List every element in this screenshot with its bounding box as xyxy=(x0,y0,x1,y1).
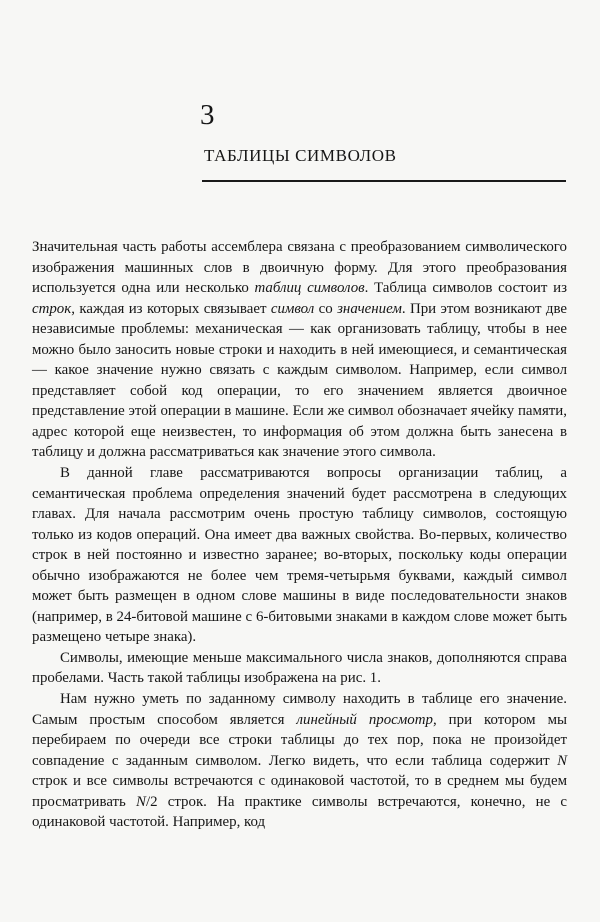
body-text xyxy=(32,237,567,833)
text-run: Нам нужно уметь по заданному символу находить в таблице его значение. Самым простым способом является xyxy=(32,691,567,728)
emphasis-term: символ xyxy=(270,300,315,317)
emphasis-term: значением xyxy=(337,300,402,317)
text-run: , при котором мы перебираем по очереди все строки таблицы до тех пор, пока не произойдет совпадение с заданным символом. Легко видеть, что если таблица содержит xyxy=(32,711,568,769)
text-run: . Таблица символов состоит из xyxy=(364,280,567,297)
chapter-number: 3 xyxy=(200,99,215,131)
emphasis-variable: N xyxy=(557,752,567,769)
emphasis-term: линейный просмотр xyxy=(296,711,433,728)
text-run: . При этом возникают две независимые проблемы: механическая — как организовать таблицу, чтобы в нее можно было заносить новые строки и находить в ней имеющиеся, и семантическая — какое значение нужно связать с каждым символом. Например, если символ представляет собой код операции, то его значением является двоичное представление этой операции в машине. Если же символ обозначает ячейку памяти, адрес которой еще неизвестен, то информация об этом должна быть занесена в таблицу и должна рассматриваться как значение этого символа. xyxy=(32,300,568,461)
emphasis-term: строк xyxy=(32,300,72,317)
text-run: со xyxy=(314,300,338,317)
paragraph-2: В данной главе рассматриваются вопросы организации таблиц, а семантическая проблема определения значений будет рассмотрена в следующих главах. Для начала рассмотрим очень простую таблицу символов, состоящую только из кодов операций. Она имеет два важных свойства. Во-первых, количество строк в ней постоянно и известно заранее; во-вторых, поскольку коды операции обычно изображаются не более чем тремя-четырьмя буквами, каждый символ может быть размещен в одном слове машины в виде последовательности знаков (например, в 24-битовой машине с 6-битовыми знаками в каждом слове может быть размещено четыре знака). xyxy=(32,465,567,646)
emphasis-term: таблиц символов xyxy=(254,280,365,297)
text-run: /2 строк. На практике символы встречаются, конечно, не с одинаковой частотой. Например, код xyxy=(32,793,567,831)
text-run: строк и все символы встречаются с одинаковой частотой, то в среднем мы будем просматривать xyxy=(32,773,567,810)
chapter-title: ТАБЛИЦЫ СИМВОЛОВ xyxy=(204,146,397,165)
title-rule xyxy=(202,180,566,182)
paragraph-3: Символы, имеющие меньше максимального числа знаков, дополняются справа пробелами. Часть такой таблицы изображена на рис. 1. xyxy=(32,649,567,687)
text-run: , каждая из которых связывает xyxy=(71,300,271,317)
text-run: Значительная часть работы ассемблера связана с преобразованием символического изображения машинных слов в двоичную форму. Для этого преобразования используется одна или несколько xyxy=(32,239,567,297)
emphasis-variable: N xyxy=(136,793,146,810)
paragraph-4 xyxy=(32,689,567,833)
paragraph-1 xyxy=(32,237,567,463)
